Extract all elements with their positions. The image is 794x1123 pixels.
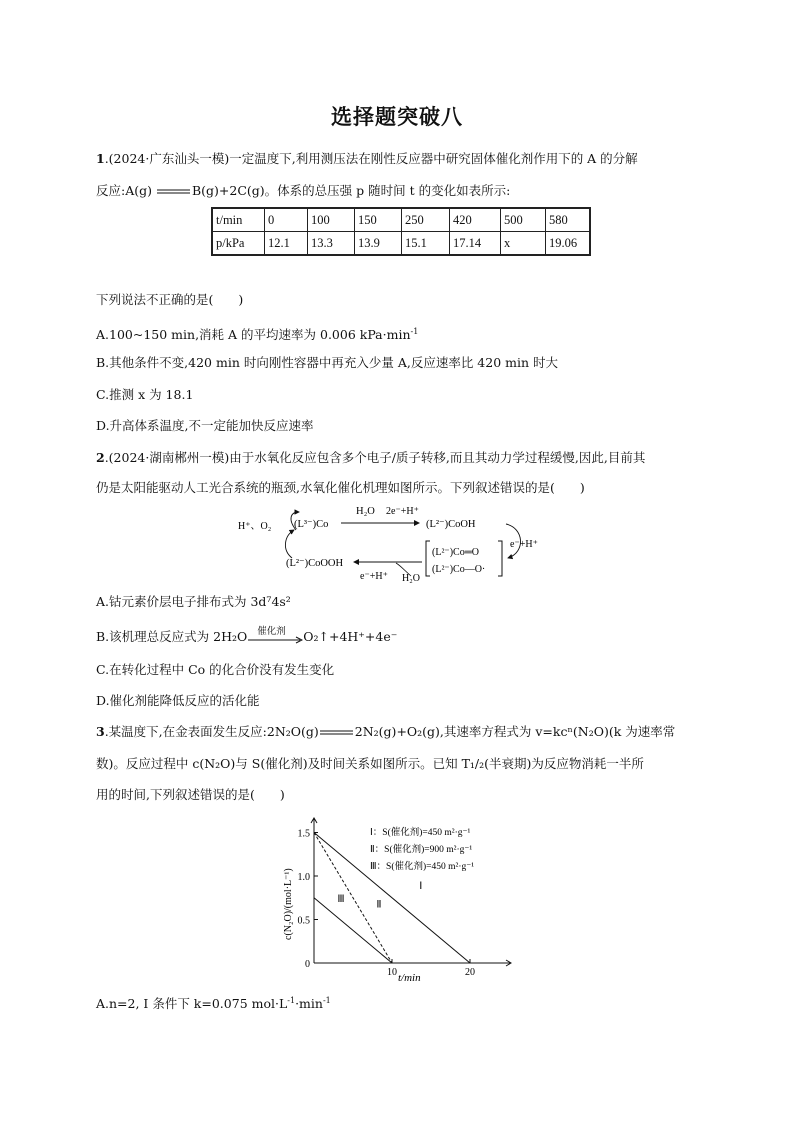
q2-option-c: C.在转化过程中 Co 的化合价没有发生变化 [96, 662, 335, 677]
table-cell: 100 [308, 208, 355, 232]
h2o-bottom-label: H₂O [402, 573, 420, 584]
q1-stem: 下列说法不正确的是( ) [96, 292, 244, 307]
water-oxidation-mechanism [236, 502, 566, 586]
q2-line2: 仍是太阳能驱动人工光合系统的瓶颈,水氧化催化机理如图所示。下列叙述错误的是( ) [96, 480, 585, 495]
q2-option-b: B.该机理总反应式为 2H₂O 催化剂 O₂↑+4H⁺+4e⁻ [96, 628, 397, 647]
table-cell: 0 [265, 208, 308, 232]
pressure-time-table [211, 207, 591, 256]
y-tick-label: 1.0 [297, 872, 310, 883]
page-title: 选择题突破八 [331, 104, 463, 129]
table-cell: 12.1 [265, 232, 308, 256]
hplus-o2-label: H⁺、O₂ [238, 521, 272, 532]
table-cell: 500 [501, 208, 546, 232]
q1-line2: 反应:A(g) B(g)+2C(g)。体系的总压强 p 随时间 t 的变化如表所示: [96, 183, 511, 198]
q1-option-b: B.其他条件不变,420 min 时向刚性容器中再充入少量 A,反应速率比 420 min 时大 [96, 355, 558, 370]
reaction-arrow-icon [247, 629, 303, 647]
q3-number: 3 [96, 724, 105, 739]
table-cell: t/min [212, 208, 265, 232]
electron-right-label: e⁻+H⁺ [510, 539, 538, 550]
q1-line1: 1.(2024·广东汕头一模)一定温度下,利用测压法在刚性反应器中研究固体催化剂作用下的 A 的分解 [96, 151, 638, 166]
y-tick-label: 1.5 [297, 828, 310, 840]
q3-line2: 数)。反应过程中 c(N₂O)与 S(催化剂)及时间关系如图所示。已知 T₁/₂(半衰期)为反应物消耗一半所 [96, 756, 644, 771]
series-label-i: Ⅰ [419, 881, 423, 893]
table-cell: 420 [450, 208, 501, 232]
bracket-right [498, 541, 502, 576]
table-cell: 150 [355, 208, 402, 232]
legend-entry-i: Ⅰ：S(催化剂)=450 m²·g⁻¹ [370, 828, 471, 838]
series-label-ii: Ⅱ [376, 899, 382, 911]
table-cell: 250 [402, 208, 450, 232]
q2-option-d: D.催化剂能降低反应的活化能 [96, 693, 260, 708]
catalyst-arrow: 催化剂 [247, 629, 303, 647]
co-o-radical-species: (L²⁻)Co—O· [432, 564, 486, 575]
co-double-o-species: (L²⁻)Co═O [432, 547, 480, 558]
y-axis-label: c(N₂O)/(mol·L⁻¹) [283, 868, 294, 940]
electron-top-label: 2e⁻+H⁺ [386, 506, 419, 517]
q2-number: 2 [96, 450, 105, 465]
x-tick-label: 10 [387, 967, 397, 978]
x-tick-label: 20 [465, 967, 475, 978]
x-axis-label: t/min [398, 972, 421, 984]
series-label-iii: Ⅲ [337, 894, 345, 906]
bracket-left [426, 541, 430, 576]
q3-line3: 用的时间,下列叙述错误的是( ) [96, 787, 285, 802]
table-cell: x [501, 232, 546, 256]
q2-line1: 2.(2024·湖南郴州一模)由于水氧化反应包含多个电子/质子转移,而且其动力学过程缓慢,因此,目前其 [96, 450, 646, 465]
l3-co-species: (L³⁻)Co [294, 519, 329, 530]
table-cell: 15.1 [402, 232, 450, 256]
origin-label: 0 [305, 959, 310, 970]
equilibrium-arrow-icon [156, 187, 192, 197]
legend-entry-ii: Ⅱ：S(催化剂)=900 m²·g⁻¹ [370, 845, 473, 855]
concentration-time-chart [278, 815, 528, 987]
left-arrow [285, 530, 294, 558]
q3-option-a: A.n=2, I 条件下 k=0.075 $mol\cdot L^{-1}\cdot\min^{-1}$ [96, 996, 331, 1012]
table-cell: 17.14 [450, 232, 501, 256]
table-cell: p/kPa [212, 232, 265, 256]
h2o-top-label: H₂O [356, 506, 375, 517]
l2-cooooh-species: (L²⁻)CoOOH [286, 558, 344, 569]
q3-line1: 3.某温度下,在金表面发生反应:2N₂O(g) 2N₂(g)+O₂(g),其速率方程式为 v=kcⁿ(N₂O)(k 为速率常 [96, 724, 676, 739]
q1-option-a: A.100~150 min,消耗 A 的平均速率为 0.006 $kPa\cdot\min^{-1}$ [96, 327, 419, 343]
table-row [212, 208, 590, 232]
electron-bottom-label: e⁻+H⁺ [360, 571, 388, 582]
equals-arrow-icon [319, 728, 355, 738]
q1-option-d: D.升高体系温度,不一定能加快反应速率 [96, 418, 314, 433]
q2-option-a: A.钴元素价层电子排布式为 3d⁷4s² [96, 594, 291, 609]
q1-option-c: C.推测 x 为 18.1 [96, 387, 194, 402]
legend-entry-iii: Ⅲ：S(催化剂)=450 m²·g⁻¹ [370, 862, 475, 872]
table-cell: 13.9 [355, 232, 402, 256]
l2-cooh-species: (L²⁻)CoOH [426, 519, 476, 530]
q1-number: 1 [96, 151, 105, 166]
table-row [212, 232, 590, 256]
table-cell: 580 [546, 208, 591, 232]
y-tick-label: 0.5 [297, 915, 310, 927]
table-cell: 19.06 [546, 232, 591, 256]
table-cell: 13.3 [308, 232, 355, 256]
